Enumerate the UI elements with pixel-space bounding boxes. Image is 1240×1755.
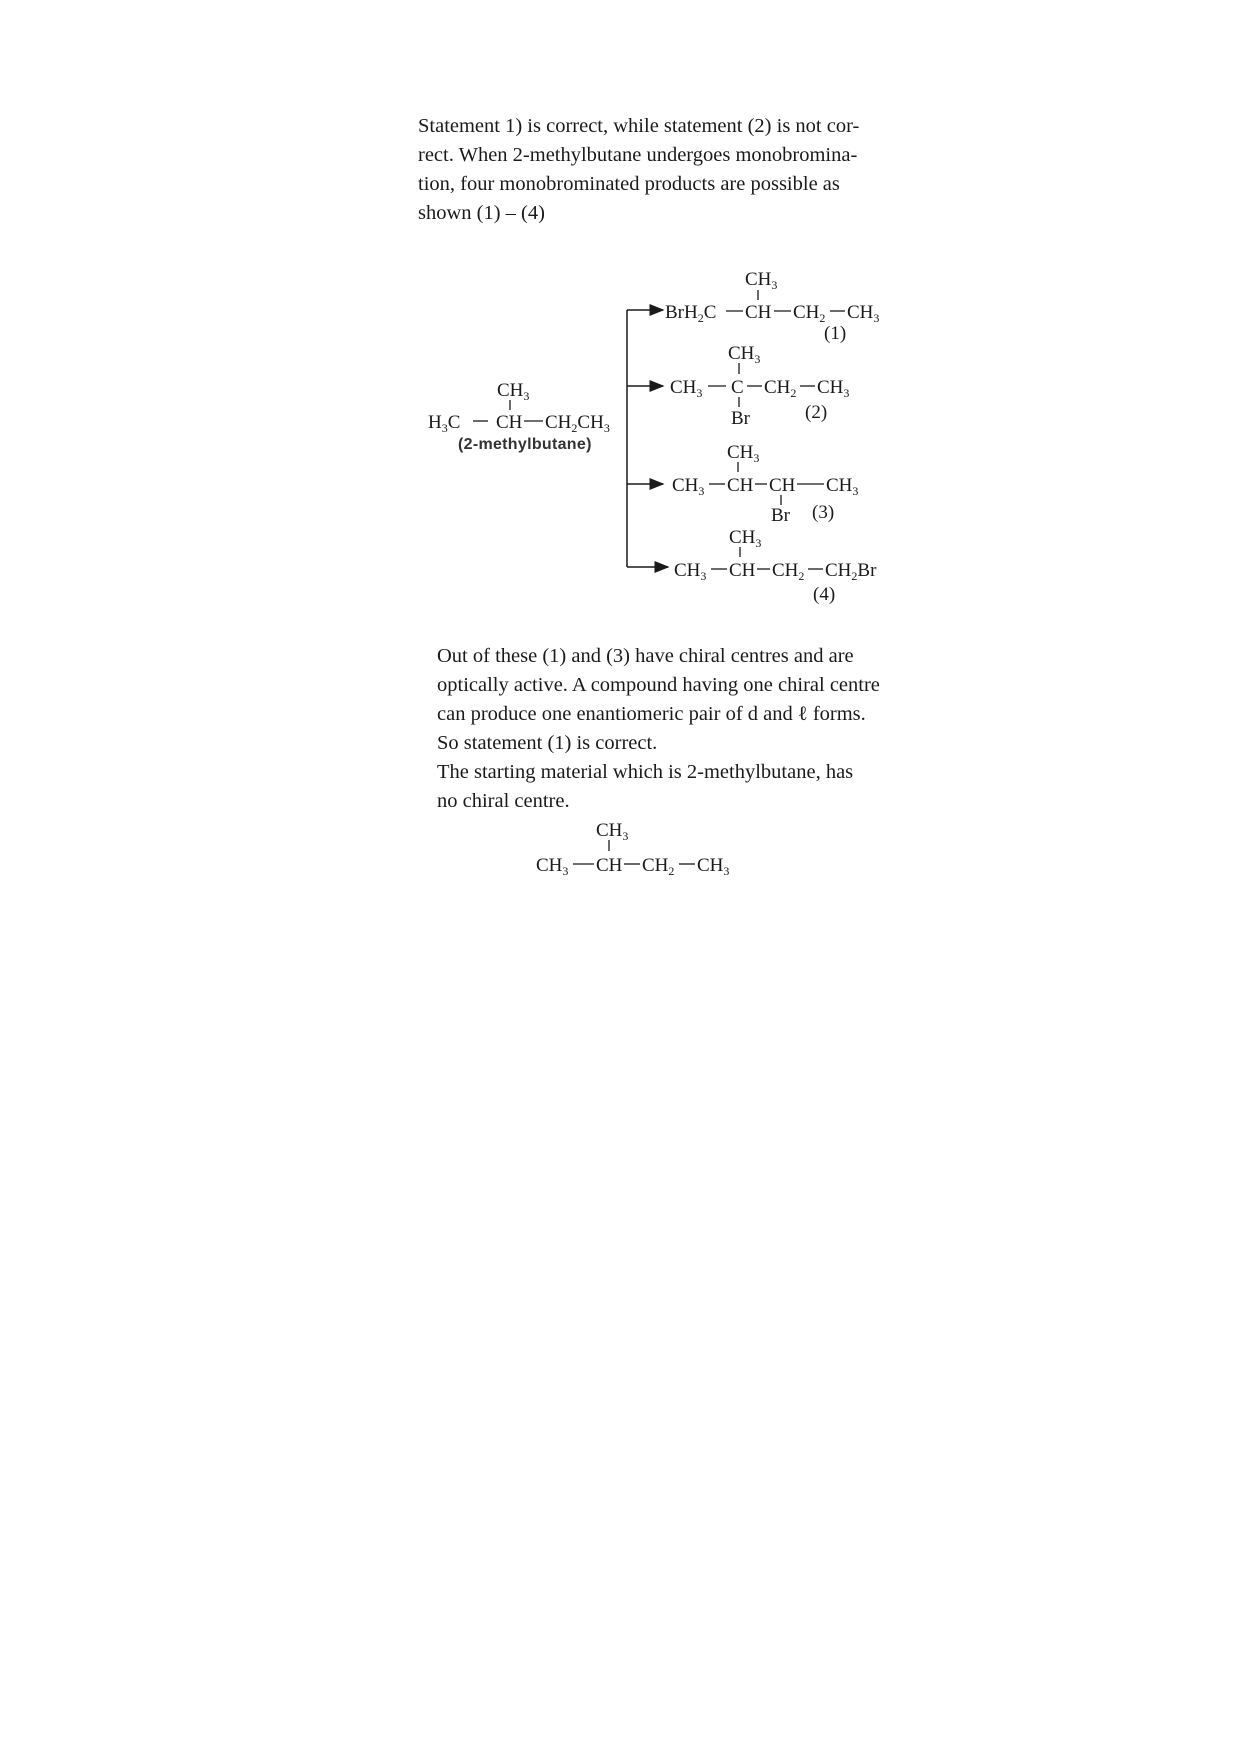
svg-text:CH3: $CH_3$ (826, 475, 859, 498)
product-2-bromine: Br (731, 408, 750, 429)
product-4 (674, 527, 877, 605)
product-2-label: (2) (805, 402, 828, 423)
reactant-structure (428, 380, 610, 435)
svg-text:CH3: $CH_3$ (697, 855, 730, 878)
svg-text:CH3: $CH_3$ (536, 855, 569, 878)
conclusion-line-3: can produce one enantiomeric pair of d and ℓ forms. (437, 703, 866, 725)
svg-text:CH2: $CH_2$ (772, 560, 805, 583)
svg-text:CH: CH (769, 475, 796, 496)
svg-text:CH3: $CH_3$ (672, 475, 705, 498)
svg-text:CH3: $CH_3$ (817, 377, 850, 400)
svg-text:CH3: $CH_3$ (728, 343, 761, 366)
starting-line-1: The starting material which is 2-methylbutane, has (437, 761, 854, 783)
product-4-label: (4) (813, 584, 836, 605)
final-structure (536, 820, 729, 878)
product-1 (665, 269, 879, 344)
svg-text:CH2: $CH_2$ (642, 855, 675, 878)
reactant-caption: (2-methylbutane) (458, 436, 592, 453)
svg-text:CH: CH (745, 302, 772, 323)
intro-line-4: shown (1) – (4) (418, 202, 545, 224)
svg-text:CH3: $CH_3$ (727, 442, 760, 465)
reactant-chain: $H_3C$ (428, 412, 461, 435)
svg-text:CH: CH (496, 412, 523, 433)
intro-line-2: rect. When 2-methylbutane undergoes monobromina- (418, 144, 858, 166)
svg-text:C: C (731, 377, 744, 398)
svg-text:CH3: $CH_3$ (729, 527, 762, 550)
svg-text:CH3: $CH_3$ (670, 377, 703, 400)
intro-line-3: tion, four monobrominated products are possible as (418, 173, 840, 195)
svg-text:CH3: $CH_3$ (674, 560, 707, 583)
product-3 (672, 442, 858, 526)
svg-text:CH2Br: $CH_2Br$ (825, 560, 877, 583)
svg-text:CH2: $CH_2$ (764, 377, 797, 400)
conclusion-line-2: optically active. A compound having one chiral centre (437, 674, 880, 696)
svg-text:CH: CH (727, 475, 754, 496)
conclusion-line-1: Out of these (1) and (3) have chiral centres and are (437, 645, 854, 667)
svg-text:CH3: $CH_3$ (745, 269, 778, 292)
starting-material-paragraph (437, 758, 890, 816)
svg-text:CH2CH3: $CH_2CH_3$ (545, 412, 610, 435)
product-1-label: (1) (824, 323, 847, 344)
svg-text:CH3: $CH_3$ (847, 302, 880, 325)
product-3-bromine: Br (771, 505, 790, 526)
svg-text:CH: CH (729, 560, 756, 581)
starting-line-2: no chiral centre. (437, 790, 570, 812)
conclusion-paragraph (437, 642, 890, 758)
svg-text:CH: CH (596, 855, 623, 876)
branch-bracket (627, 310, 668, 567)
product-3-label: (3) (812, 502, 835, 523)
product-2 (670, 343, 849, 429)
svg-text:BrH2C: BrH$_2$C (665, 302, 717, 325)
conclusion-line-4: So statement (1) is correct. (437, 732, 658, 754)
reactant-substituent: $CH_3$ (497, 380, 530, 403)
intro-line-1: Statement 1) is correct, while statement (2) is not cor- (418, 115, 860, 137)
svg-text:CH3: $CH_3$ (596, 820, 629, 843)
svg-text:CH2: $CH_2$ (793, 302, 826, 325)
